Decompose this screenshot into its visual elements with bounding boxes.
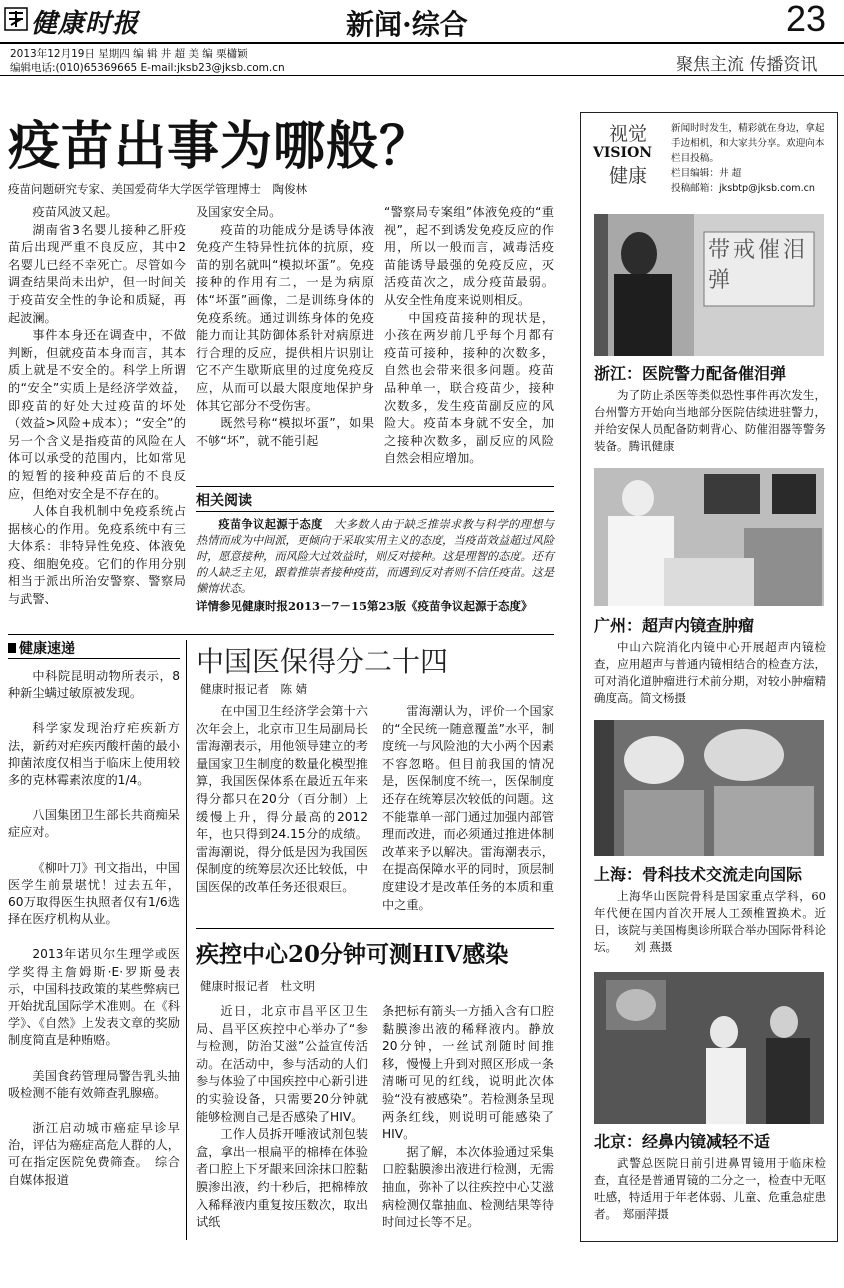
vision-title-cn2: 健康 bbox=[609, 165, 648, 187]
related-reading-box bbox=[196, 486, 554, 628]
tear-gas-sign-text: 带戒催泪弹 bbox=[708, 238, 809, 293]
photo-police-hospital bbox=[594, 214, 824, 356]
hiv-byline: 健康时报记者 杜文明 bbox=[200, 979, 315, 993]
quick-item: 中科院昆明动物所表示，8种新尘螨过敏原被发现。 bbox=[8, 669, 180, 701]
lead-p: 湖南省3名婴儿接种乙肝疫苗后出现严重不良反应，其中2名婴儿已经不幸死亡。尽管如今调查结果尚未出炉，但一时间关于疫苗安全性的争论和质疑，再起波澜。 bbox=[8, 222, 186, 325]
insurance-col-1 bbox=[196, 703, 368, 897]
quick-news-list bbox=[8, 668, 180, 1189]
lead-p: 及国家安全局。 bbox=[196, 205, 282, 219]
lead-p: 人体自我机制中免疫系统占据核心的作用。免疫系统中有三大体系：非特异性免疫、体液免疫、细胞免疫。它们的作用分别相当于派出所治安警察、警察局与武警、 bbox=[8, 504, 186, 607]
insurance-col-2 bbox=[382, 703, 554, 914]
vision-item-caption: 上海华山医院骨科是国家重点学科，60年代便在国内首次开展人工颈椎置换术。近日，该院与美国梅奥诊所联合举办国际骨科论坛。 刘 燕摄 bbox=[594, 889, 826, 954]
vision-title-en: VISION bbox=[593, 145, 653, 161]
vision-intro: 新闻时时发生，精彩就在身边，拿起手边相机，和大家共分享。欢迎向本栏目投稿。 bbox=[671, 123, 825, 164]
quick-label: 健康速递 bbox=[19, 641, 75, 657]
lead-col-1 bbox=[8, 204, 186, 609]
vision-item-caption: 武警总医院日前引进鼻胃镜用于临床检查，直径是普通胃镜的二分之一，检查中无呕吐感，特适用于年老体弱、儿童、危重急症患者。 郑丽萍摄 bbox=[594, 1156, 826, 1221]
quick-item: 2013年诺贝尔生理学或医学奖得主詹姆斯·E·罗斯曼表示，中国科技政策的某些弊病已开始扰乱国际学术准则。在《科学》、《自然》上发表文章的奖励制度简直是种贿赂。 bbox=[8, 947, 180, 1048]
lead-p: 既然号称“模拟坏蛋”，如果不够“坏”，就不能引起 bbox=[196, 416, 374, 448]
lead-col-2 bbox=[196, 204, 374, 450]
vision-item-title: 浙江：医院警力配备催泪弹 bbox=[594, 364, 787, 383]
lead-byline: 疫苗问题研究专家、美国爱荷华大学医学管理博士 陶俊林 bbox=[8, 182, 307, 196]
logo-text: 健康时报 bbox=[31, 9, 140, 39]
insurance-p: 雷海潮认为，评价一个国家的“全民统一随意覆盖”水平，制度统一与风险池的大小两个因素不容忽略。但目前我国的情况是，医保制度不统一，医保制度还存在统筹层次较低的问题。这不能靠单一部门通过加强内部管理而改进，而必须通过推进体制改革来予以解决。雷海潮表示，在提高保障水平的同时，顶层制度建设才是改革任务的本质和重中之重。 bbox=[382, 704, 554, 912]
vision-item-title: 上海：骨科技术交流走向国际 bbox=[594, 865, 803, 884]
page-number: 23 bbox=[786, 0, 827, 39]
lead-headline: 疫苗出事为哪般？ bbox=[8, 116, 433, 177]
lead-p: 事件本身还在调查中，不做判断，但就疫苗本身而言，其本质上就是不安全的。科学上所谓的“安全”实质上是经济学效益，即疫苗的好处大过疫苗的坏处（效益>风险+成本）；“安全”的另一个含义是指疫苗的风险在人体可以承受的范围内，比如常见的短暂的接种疫苗后的不良反应，但绝对安全是不存在的。 bbox=[8, 328, 186, 501]
section-title: 新闻·综合 bbox=[346, 8, 468, 41]
quick-item: 浙江启动城市癌症早诊早治，评估为癌症高危人群的人，可在指定医院免费筛查。 综合自媒体报道 bbox=[8, 1121, 180, 1187]
vision-item-caption: 为了防止杀医等类似恐性事件再次发生，台州警方开始向当地部分医院佶续进驻警力，并给安保人员配备防刺背心、防催泪器等警务装备。腾讯健康 bbox=[594, 388, 826, 453]
related-body: 大多数人由于缺乏推崇求教与科学的理想与热情而成为中间派，更倾向于采取实用主义的态度，当疫苗效益超过风险时，愿意接种，而风险大过效益时，则反对接种。这是理智的态度。还有的人缺乏主见，跟着推崇者接种疫苗，而遇到反对者则不信任疫苗。这是懒惰状态。 bbox=[196, 518, 555, 595]
lead-p: 疫苗的功能成分是诱导体液免疫产生特异性抗体的抗原，疫苗的别名就叫“模拟坏蛋”。免疫接种的作用有二，一是为病原体“坏蛋”画像，二是训练身体的免疫系统。通过训练身体的免疫能力而让其防御体系针对病原进行合理的反应，提供相片识别让它不产生歇斯底里的过度免疫反应，从而可以最大限度地保护身体其它部分不受伤害。 bbox=[196, 222, 374, 413]
lead-col-3 bbox=[384, 204, 554, 468]
lead-p: 疫苗风波又起。 bbox=[32, 205, 118, 219]
related-ref-link[interactable]: 详情参见健康时报2013－7－15第23版《疫苗争议起源于态度》 bbox=[196, 599, 533, 613]
hiv-p: 近日，北京市昌平区卫生局、昌平区疾控中心举办了“参与检测，防治艾滋”公益宣传活动。在活动中，参与活动的人们参与体验了中国疾控中心新引进的实验设备，只需要20分钟就能够检测自己是否感染了HIV。 bbox=[196, 1004, 368, 1124]
quick-news-header bbox=[8, 638, 180, 660]
vision-editor: 栏目编辑：井 超 bbox=[671, 168, 742, 179]
hiv-col-2 bbox=[382, 1003, 554, 1232]
vision-item-caption: 中山六院消化内镜中心开展超声内镜检查，应用超声与普通内镜相结合的检查方法，可对消化道肿瘤进行术前分期，对较小肿瘤精确度高。简文杨摄 bbox=[594, 640, 826, 705]
masthead-info1: 2013年12月19日 星期四 编 辑 井 超 美 编 栗櫹颖 bbox=[10, 48, 248, 60]
quick-item: 科学家发现治疗疟疾新方法，新药对疟疾丙酸杆菌的最小抑菌浓度仅相当于临床上使用较多的克林霉素浓度的1/4。 bbox=[8, 721, 180, 788]
vision-title-cn1: 视觉 bbox=[609, 123, 648, 145]
related-title: 疫苗争议起源于态度 bbox=[218, 517, 323, 531]
hiv-p: 条把标有箭头一方插入含有口腔黏膜渗出液的稀释液内。静放20分钟，一丝试剂随时间推移，慢慢上升到对照区形成一条清晰可见的红线，说明此次体验“没有被感染”。若检测条呈现两条红线，则说明可能感染了HIV。 bbox=[382, 1004, 554, 1142]
masthead-logo bbox=[4, 2, 154, 39]
masthead-slogan: 聚焦主流 传播资讯 bbox=[676, 55, 818, 75]
insurance-byline: 健康时报记者 陈 婧 bbox=[200, 682, 308, 696]
hiv-col-1 bbox=[196, 1003, 368, 1232]
vision-item-title: 广州：超声内镜查肿瘤 bbox=[594, 616, 755, 635]
photo-nasal-endoscopy bbox=[594, 972, 824, 1124]
square-bullet-icon bbox=[8, 643, 16, 653]
vision-email[interactable]: 投稿邮箱：jksbtp@jksb.com.cn bbox=[671, 183, 815, 194]
related-label: 相关阅读 bbox=[196, 493, 252, 509]
quick-item: 八国集团卫生部长共商痴呆症应对。 bbox=[8, 808, 180, 840]
insurance-p: 在中国卫生经济学会第十六次年会上，北京市卫生局副局长雷海潮表示，用他领导建立的考量国家卫生制度的数量化模型推算，我国医保体系在最近五年来得分都只在20分（百分制）上缓慢上升，得分最高的2012年，也只得到24.15分的成绩。雷海潮说，得分低是因为我国医保制度的统筹层次还比较低，中国医保的改革任务还很艰巨。 bbox=[196, 704, 368, 894]
hiv-p: 工作人员拆开唾液试剂包装盒，拿出一根扁平的棉棒在体验者口腔上下牙龈来回涂抹口腔黏膜渗出液，约十秒后，把棉棒放入稀释液内重复按压数次，取出试纸 bbox=[196, 1127, 368, 1230]
insurance-headline: 中国医保得分二十四 bbox=[196, 645, 449, 678]
quick-item: 美国食药管理局警告乳头抽吸检测不能有效筛查乳腺癌。 bbox=[8, 1068, 180, 1100]
photo-ultrasound-endoscopy bbox=[594, 468, 824, 606]
masthead-info2: 编辑电话:(010)65369665 E-mail:jksb23@jksb.com.cn bbox=[10, 62, 285, 74]
quick-item: 《柳叶刀》刊文指出，中国医学生前景堪忧！过去五年，60万取得医生执照者仅有1/6选择在医疗机构从业。 bbox=[8, 860, 180, 927]
lead-p: “警察局专案组”体液免疫的“重视”，起不到诱发免疫反应的作用，所以一般而言，减毒活疫苗能诱导最强的免疫反应，灭活疫苗次之，成分疫苗最弱。从安全性角度来说则相反。 bbox=[384, 205, 554, 307]
lead-p: 中国疫苗接种的现状是，小孩在两岁前几乎每个月都有疫苗可接种，接种的次数多，自然也会带来很多问题。疫苗品种单一，联合疫苗少，接种次数多，发生疫苗副反应的风险大。疫苗本身就不安全，加之接种次数多，副反应的风险自然会相应增加。 bbox=[384, 310, 554, 466]
vision-item-title: 北京：经鼻内镜减轻不适 bbox=[594, 1132, 771, 1151]
hiv-headline: 疾控中心20分钟可测HIV感染 bbox=[196, 941, 509, 968]
hiv-p: 据了解，本次体验通过采集口腔黏膜渗出液进行检测，无需抽血，弥补了以往疾控中心艾滋病检测仅靠抽血、检测结果等待时间过长等不足。 bbox=[382, 1144, 554, 1230]
photo-orthopedic-surgery bbox=[594, 720, 824, 856]
logo-icon bbox=[4, 7, 28, 31]
